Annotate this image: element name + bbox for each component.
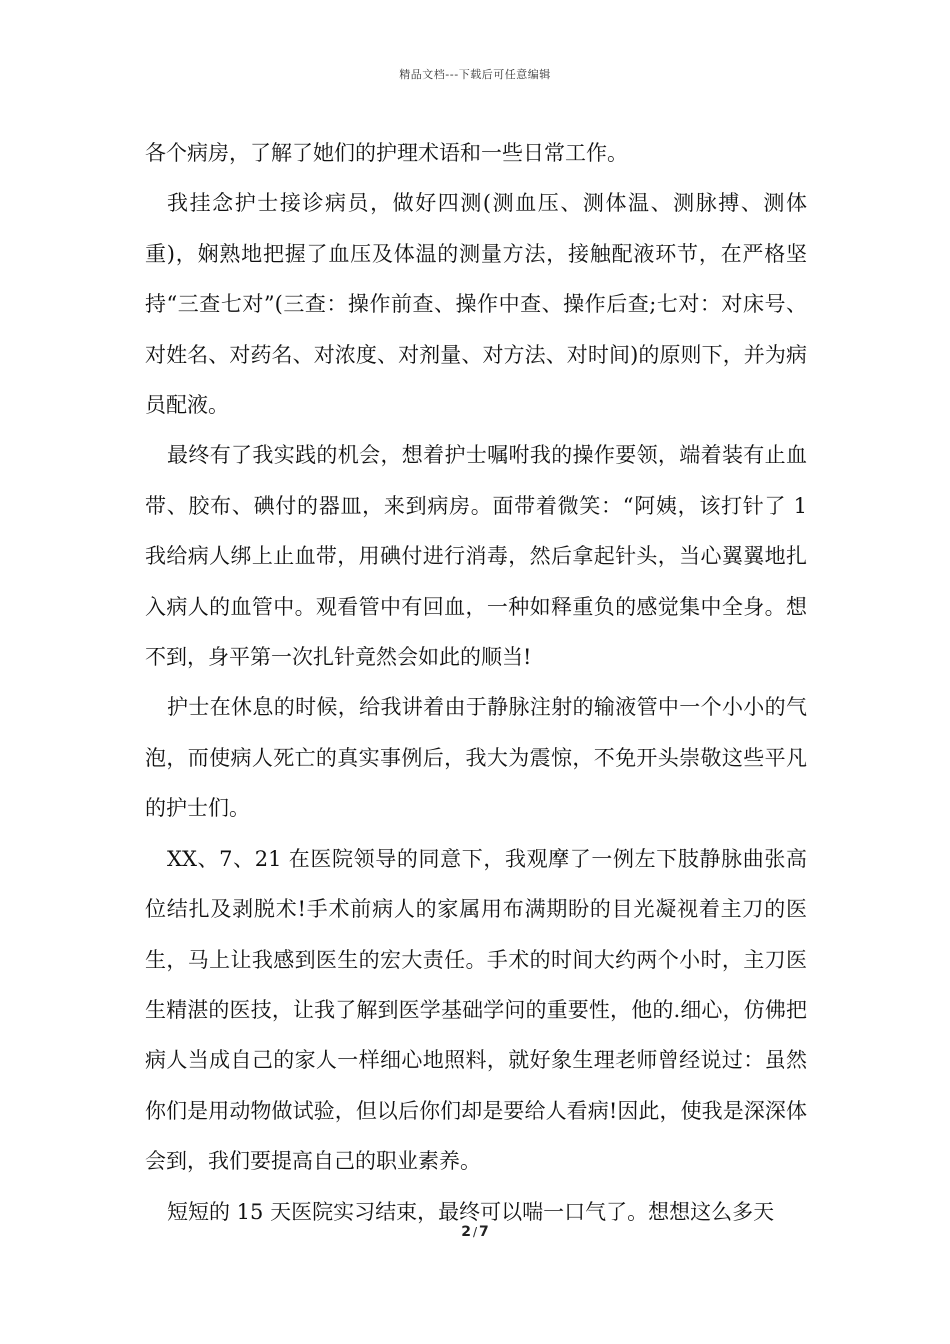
- paragraph: 短短的 15 天医院实习结束，最终可以喘一口气了。想想这么多天: [167, 1199, 775, 1224]
- page-separator: /: [472, 1225, 478, 1239]
- page-number: [0, 1224, 950, 1240]
- paragraph: 我挂念护士接诊病员，做好四测(测血压、测体温、测脉搏、测体重)，娴熟地把握了血压及体温的测量方法，接触配液环节，在严格坚持“三查七对”(三查：操作前查、操作中查、操作后查;七对：对床号、对姓名、对药名、对浓度、对剂量、对方法、对时间)的原则下，并为病员配液。: [145, 191, 807, 418]
- total-page-count: 7: [479, 1224, 489, 1240]
- page-header: 精品文档---下载后可任意编辑: [399, 68, 551, 81]
- paragraph: XX、7、21 在医院领导的同意下，我观摩了一例左下肢静脉曲张高位结扎及剥脱术!手术前病人的家属用布满期盼的目光凝视着主刀的医生，马上让我感到医生的宏大责任。手术的时间大约两个小时，主刀医生精湛的医技，让我了解到医学基础学问的重要性，他的.细心，仿佛把病人当成自己的家人一样细心地照料，就好象生理老师曾经说过：虽然你们是用动物做试验，但以后你们却是要给人看病!因此，使我是深深体会到，我们要提高自己的职业素养。: [145, 846, 807, 1174]
- paragraph: 护士在休息的时候，给我讲着由于静脉注射的输液管中一个小小的气泡，而使病人死亡的真实事例后，我大为震惊，不免开头崇敬这些平凡的护士们。: [145, 695, 807, 821]
- document-body: [145, 128, 807, 1237]
- paragraph-continuation: 各个病房，了解了她们的护理术语和一些日常工作。: [145, 141, 628, 165]
- paragraph: 最终有了我实践的机会，想着护士嘱咐我的操作要领，端着装有止血带、胶布、碘付的器皿，来到病房。面带着微笑：“阿姨，该打针了 1 我给病人绑上止血带，用碘付进行消毒，然后拿起针头，当心翼翼地扎入病人的血管中。观看管中有回血，一种如释重负的感觉集中全身。想不到，身平第一次扎针竟然会如此的顺当!: [145, 443, 807, 670]
- current-page-number: 2: [461, 1224, 471, 1240]
